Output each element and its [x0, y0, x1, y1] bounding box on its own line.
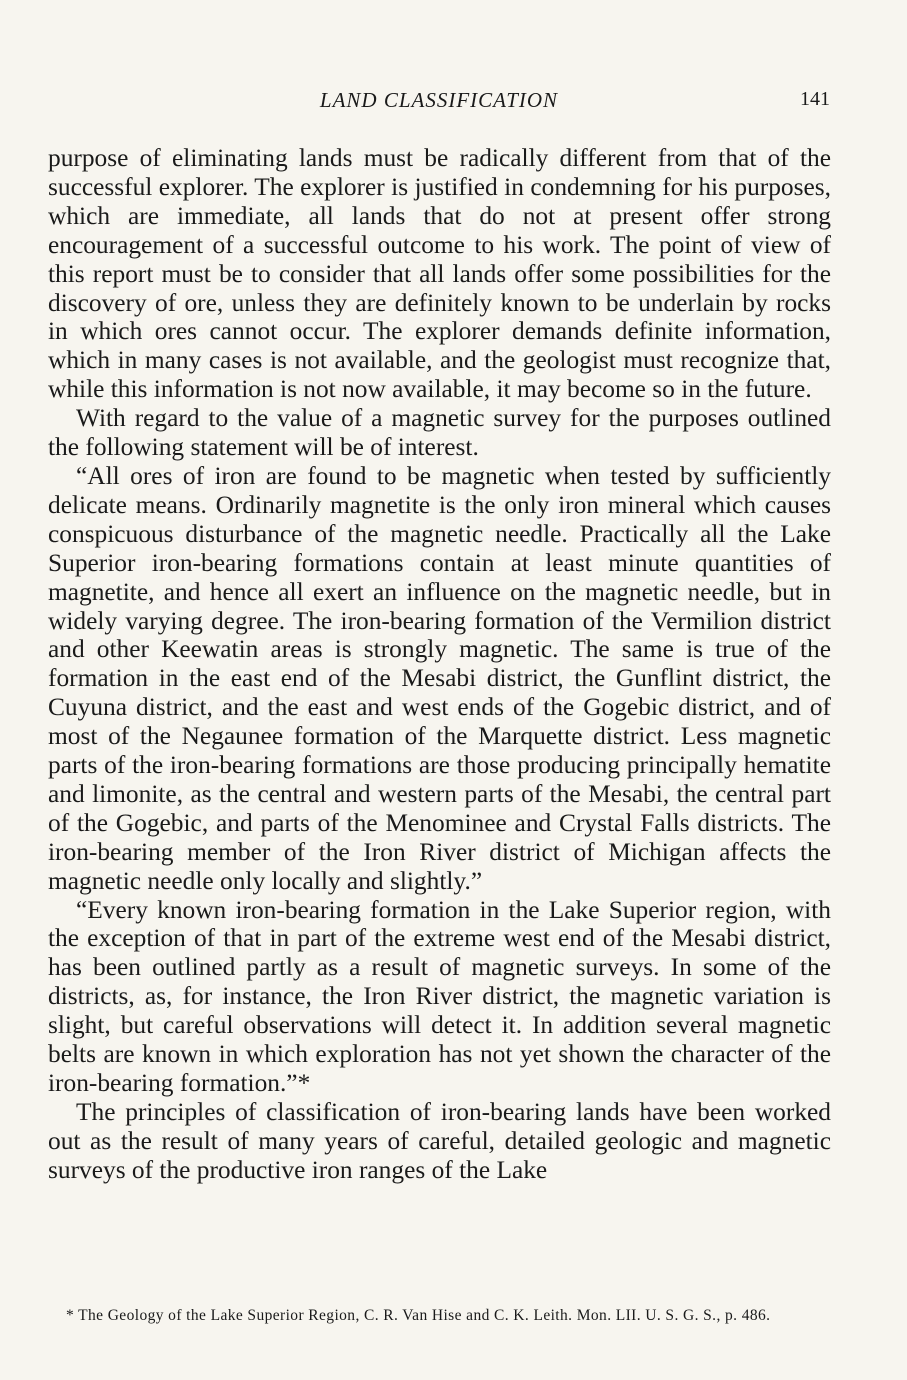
body-text: [48, 144, 831, 1185]
page-header: [48, 88, 830, 118]
page-number: 141: [800, 88, 830, 110]
paragraph-magnetic-survey-intro: With regard to the value of a magnetic survey for the purposes outlined the following statement will be of interest.: [48, 404, 831, 462]
footnote: * The Geology of the Lake Superior Region, C. R. Van Hise and C. K. Leith. Mon. LII. U. S. G. S., p. 486.: [66, 1307, 771, 1324]
paragraph-quote-ores-magnetic: “All ores of iron are found to be magnetic when tested by sufficiently delicate means. Ordinarily magnetite is the only iron mineral which causes conspicuous disturbance of the magnetic needle. Practically all the Lake Superior iron-bearing formations contain at least minute quantities of magnetite, and hence all exert an influence on the magnetic needle, but in widely varying degree. The iron-bearing formation of the Vermilion district and other Keewatin areas is strongly magnetic. The same is true of the formation in the east end of the Mesabi district, the Gunflint district, the Cuyuna district, and the east and west ends of the Gogebic district, and of most of the Negaunee formation of the Marquette district. Less magnetic parts of the iron-bearing formations are those producing principally hematite and limonite, as the central and western parts of the Mesabi, the central part of the Gogebic, and parts of the Menominee and Crystal Falls districts. The iron-bearing member of the Iron River district of Michigan affects the magnetic needle only locally and slightly.”: [48, 461, 831, 895]
paragraph-continuation: purpose of eliminating lands must be radically different from that of the successful explorer. The explorer is justified in condemning for his purposes, which are immediate, all lands that do not at present offer strong encouragement of a successful outcome to his work. The point of view of this report must be to consider that all lands offer some possibilities for the discovery of ore, unless they are definitely known to be underlain by rocks in which ores cannot occur. The explorer demands definite information, which in many cases is not available, and the geologist must recognize that, while this information is not now available, it may become so in the future.: [48, 144, 831, 404]
paragraph-classification-principles: The principles of classification of iron-bearing lands have been worked out as the result of many years of careful, detailed geologic and magnetic surveys of the productive iron ranges of the Lake: [48, 1097, 831, 1184]
paragraph-quote-iron-formations: “Every known iron-bearing formation in the Lake Superior region, with the exception of that in part of the extreme west end of the Mesabi district, has been outlined partly as a result of magnetic surveys. In some of the districts, as, for instance, the Iron River district, the magnetic variation is slight, but careful observations will detect it. In addition several magnetic belts are known in which exploration has not yet shown the character of the iron-bearing formation.”*: [48, 895, 831, 1097]
running-title: LAND CLASSIFICATION: [319, 88, 559, 112]
